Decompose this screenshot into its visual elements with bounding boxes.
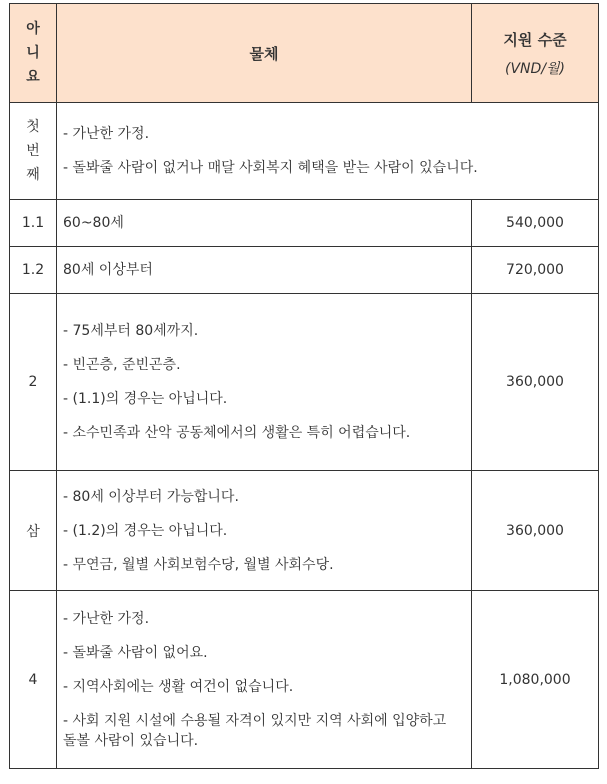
object-item: - (1.1)의 경우는 아닙니다.: [63, 391, 228, 407]
table-row: [10, 103, 599, 200]
table-row: [10, 591, 599, 769]
object-item: - 지역사회에는 생활 여건이 없습니다.: [63, 678, 294, 695]
object-item: - 가난한 가정.: [63, 610, 150, 627]
row-number-char: 번: [26, 143, 40, 159]
header-level-title: 지원 수준: [503, 30, 567, 49]
row-number-char: 째: [26, 167, 40, 183]
row-value-cell: 360,000: [472, 294, 599, 471]
table-row: [10, 247, 599, 294]
header-object-label: 물체: [249, 44, 279, 63]
row-value-cell: 540,000: [472, 200, 599, 247]
row-object-cell: [57, 471, 472, 591]
row-object-cell: [57, 200, 472, 247]
object-item: - 돌봐줄 사람이 없어요.: [63, 644, 208, 661]
object-item: - (1.2)의 경우는 아닙니다.: [63, 522, 228, 539]
object-item: - 돌봐줄 사람이 없거나 매달 사회복지 혜택을 받는 사람이 있습니다.: [63, 160, 478, 176]
header-number-char: 니: [26, 45, 40, 61]
header-object-cell: [57, 4, 472, 103]
object-item: - 소수민족과 산악 공동체에서의 생활은 특히 어렵습니다.: [63, 425, 411, 441]
object-item: - 75세부터 80세까지.: [63, 323, 199, 339]
row-value-cell: 360,000: [472, 471, 599, 591]
table-row: [10, 471, 599, 591]
table-row: [10, 294, 599, 471]
object-item: 80세 이상부터: [63, 262, 153, 278]
header-number-cell: [10, 4, 57, 103]
row-number-cell: 1.1: [10, 200, 57, 247]
table-row: [10, 200, 599, 247]
row-object-cell: [57, 103, 599, 200]
object-item: - 무연금, 월별 사회보험수당, 월별 사회수당.: [63, 556, 334, 573]
row-number-cell: 1.2: [10, 247, 57, 294]
row-object-cell: [57, 591, 472, 769]
object-item: - 80세 이상부터 가능합니다.: [63, 488, 239, 505]
row-number-char: 첫: [26, 119, 40, 135]
row-value-cell: 720,000: [472, 247, 599, 294]
row-value-cell: 1,080,000: [472, 591, 599, 769]
object-item: 60~80세: [63, 215, 124, 231]
header-level-cell: [472, 4, 599, 103]
row-object-cell: [57, 247, 472, 294]
row-number-cell: 4: [10, 591, 57, 769]
header-number-char: 아: [26, 21, 40, 37]
support-level-table: [9, 3, 599, 769]
object-item: - 빈곤층, 준빈곤층.: [63, 357, 181, 373]
row-number-cell: 삼: [10, 471, 57, 591]
row-object-cell: [57, 294, 472, 471]
row-number-cell: [10, 103, 57, 200]
header-number-char: 요: [26, 69, 40, 85]
header-level-unit: (VND/월): [505, 60, 565, 77]
row-number-cell: 2: [10, 294, 57, 471]
table-header-row: [10, 4, 599, 103]
object-item: - 가난한 가정.: [63, 126, 150, 142]
object-item: - 사회 지원 시설에 수용될 자격이 있지만 지역 사회에 입양하고 돌볼 사람이 있습니다.: [63, 712, 447, 749]
